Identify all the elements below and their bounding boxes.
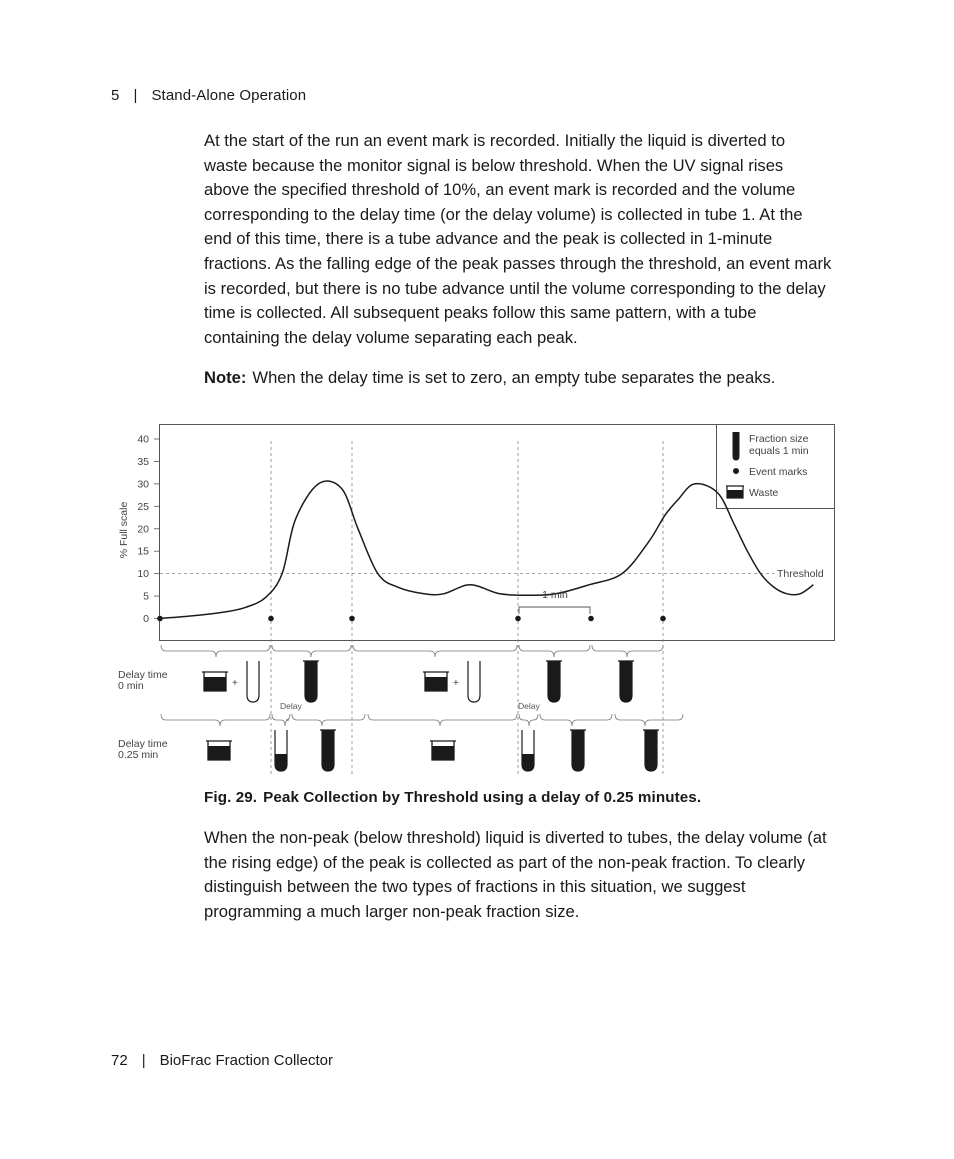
y-tick-label: 35 [137, 455, 149, 468]
chapter-title: Stand-Alone Operation [151, 87, 307, 104]
plus-sign: + [232, 678, 238, 689]
full-tube-icon [618, 661, 634, 702]
row2-label-line2: 0.25 min [118, 749, 159, 761]
row2-braces [161, 714, 683, 726]
legend-fraction-line2: equals 1 min [749, 445, 809, 457]
legend-waste: Waste [749, 487, 779, 499]
full-tube-icon [320, 730, 336, 771]
y-tick-label: 40 [137, 433, 149, 446]
full-tube-icon [303, 661, 319, 702]
event-mark [660, 616, 666, 622]
one-minute-bracket [519, 607, 590, 614]
event-mark-icon [733, 468, 739, 474]
waste-container-icon [423, 672, 449, 691]
legend-event-marks: Event marks [749, 466, 808, 478]
y-axis [137, 434, 160, 626]
full-tube-icon [643, 730, 659, 771]
note-text: When the delay time is set to zero, an empty tube separates the peaks. [252, 368, 776, 387]
fraction-brace [272, 714, 290, 726]
y-tick-label: 25 [137, 500, 149, 513]
event-mark [268, 616, 274, 622]
event-mark [515, 616, 521, 622]
header-separator: | [133, 87, 138, 104]
event-mark [588, 616, 594, 622]
threshold-label: Threshold [777, 568, 824, 580]
y-tick-label: 15 [137, 545, 149, 558]
y-tick-label: 20 [137, 523, 149, 536]
page-footer [111, 1052, 333, 1069]
row1-braces [161, 645, 663, 657]
fraction-brace [519, 714, 538, 726]
partial-tube-icon [522, 730, 534, 771]
event-lines [271, 441, 663, 775]
note-label: Note: [204, 368, 247, 387]
legend-fraction-line1: Fraction size [749, 433, 809, 445]
signal-curve [160, 481, 813, 618]
waste-container-icon [202, 672, 228, 691]
figure-caption [204, 789, 701, 806]
chapter-number: 5 [111, 87, 120, 104]
one-minute-label: 1 min [542, 589, 568, 601]
fraction-brace [272, 645, 351, 657]
waste-container-icon [206, 741, 232, 760]
y-tick-label: 0 [143, 613, 149, 625]
fraction-brace [592, 645, 663, 657]
fraction-brace [540, 714, 612, 726]
fraction-brace [161, 714, 270, 726]
row2-vessels [206, 730, 659, 771]
empty-tube-icon [247, 661, 259, 702]
note-paragraph [204, 366, 832, 391]
figure-title: Peak Collection by Threshold using a delay of 0.25 minutes. [263, 789, 702, 806]
y-axis-label: % Full scale [118, 501, 130, 559]
delay-label-row1-second: Delay [518, 701, 540, 711]
event-mark [157, 616, 163, 622]
empty-tube-icon [468, 661, 480, 702]
y-tick-label: 10 [137, 568, 149, 581]
y-tick-label: 30 [137, 478, 149, 491]
full-tube-icon [570, 730, 586, 771]
fraction-brace [615, 714, 683, 726]
waste-icon-fill [727, 490, 743, 498]
row2-label-line1: Delay time [118, 738, 168, 750]
fraction-brace [519, 645, 590, 657]
row1-label-line2: 0 min [118, 680, 144, 692]
footer-separator: | [141, 1052, 146, 1069]
partial-tube-icon [275, 730, 287, 771]
peak-collection-figure [110, 418, 840, 783]
event-mark [349, 616, 355, 622]
fraction-brace [161, 645, 270, 657]
plus-sign: + [453, 678, 459, 689]
event-marks [157, 616, 666, 622]
delay-label-row1-first: Delay [280, 701, 302, 711]
y-tick-label: 5 [143, 590, 149, 603]
waste-container-icon [430, 741, 456, 760]
row1-vessels [202, 661, 634, 702]
peak-collection-diagram [110, 418, 840, 783]
intro-paragraph: At the start of the run an event mark is recorded. Initially the liquid is diverted to waste because the monitor signal is below threshold. When the UV signal rises above the specified threshold of 10%, an event mark is recorded and the volume corresponding to the delay time (or the delay volume) is collected in tube 1. At the end of this time, there is a tube advance and the peak is collected in 1-minute fractions. As the falling edge of the peak passes through the threshold, an event mark is recorded, but there is no tube advance until the volume corresponding to the delay time is collected. All subsequent peaks follow this same pattern, with a tube containing the delay volume separating each peak. [204, 131, 832, 347]
product-name: BioFrac Fraction Collector [159, 1052, 333, 1069]
row1-label-line1: Delay time [118, 669, 168, 681]
closing-paragraph: When the non-peak (below threshold) liquid is diverted to tubes, the delay volume (at the rising edge) of the peak is collected as part of the non-peak fraction. To clearly distinguish between the two types of fractions in this situation, we suggest programming a much larger non-peak fraction size. [204, 828, 827, 921]
fraction-brace [368, 714, 517, 726]
figure-number: Fig. 29. [204, 789, 258, 806]
page-header [111, 87, 306, 104]
full-tube-icon [546, 661, 562, 702]
fraction-tube-icon [733, 432, 739, 460]
page-number: 72 [111, 1052, 128, 1069]
fraction-brace [292, 714, 365, 726]
fraction-brace [353, 645, 517, 657]
